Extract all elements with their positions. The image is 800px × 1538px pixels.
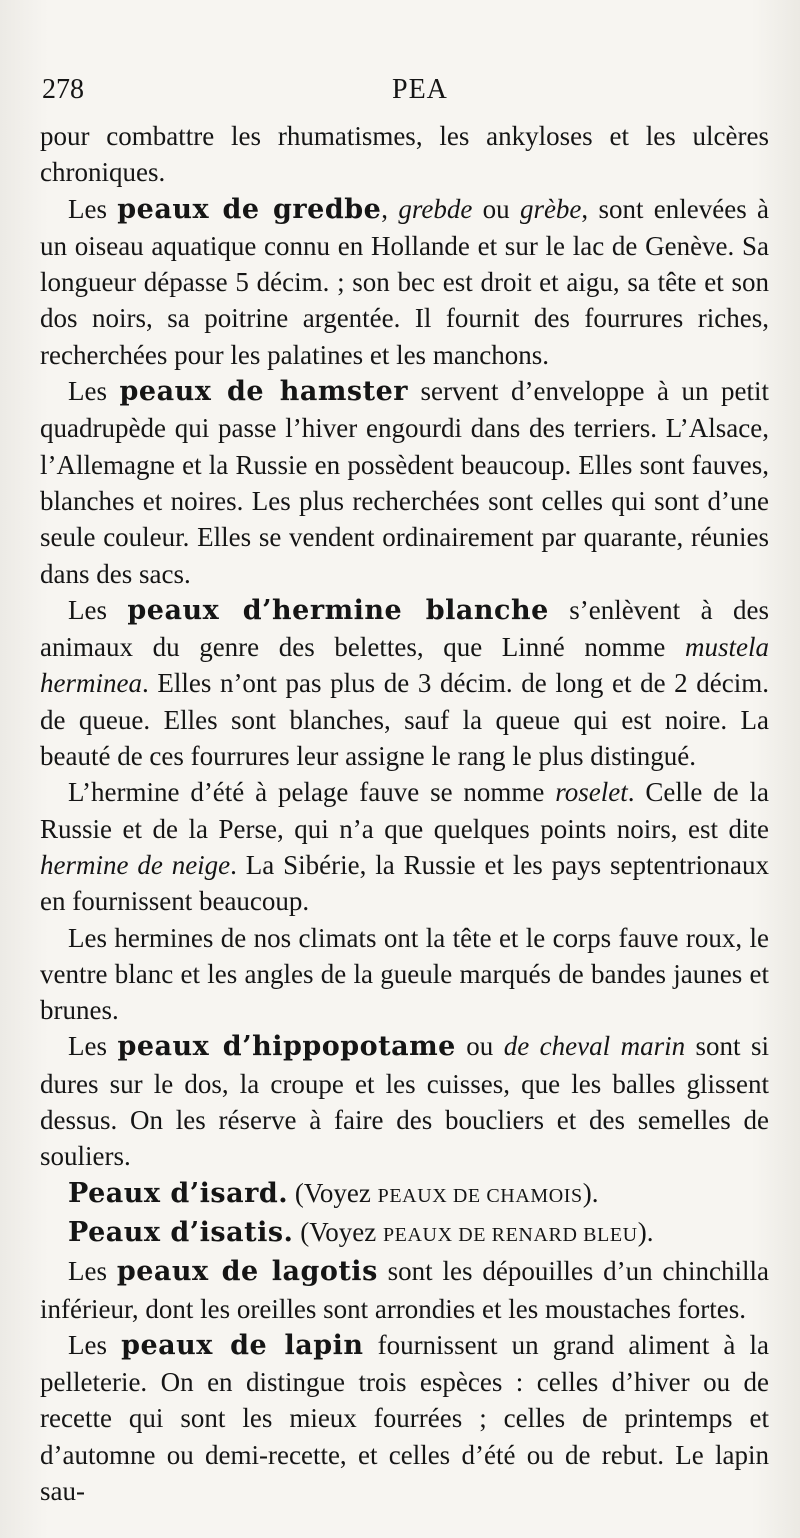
- paragraph-text: Les: [68, 1256, 117, 1287]
- running-head: PEA: [392, 74, 448, 105]
- body-text: [40, 118, 769, 1509]
- entry-heading: peaux de gredbe: [117, 193, 382, 225]
- paragraph-gredbe: [40, 191, 769, 373]
- entry-heading: peaux de hamster: [119, 376, 408, 408]
- paragraph-text: Les hermines de nos climats ont la tête et le corps fauve roux, le ventre blanc et les angles de la gueule marqués de bandes jaunes et brunes.: [40, 922, 769, 1026]
- page-header: [42, 74, 764, 114]
- entry-heading: Peaux d’isard.: [68, 1177, 289, 1209]
- paragraph-text: Les: [68, 193, 118, 224]
- paragraph-text: s’enlèvent à des animaux du genre des belettes, que Linné nomme: [40, 594, 769, 663]
- paragraph-text: sont si dures sur le dos, la croupe et les cuisses, que les balles glissent dessus. On les réserve à faire des boucliers et des semelles de souliers.: [40, 1031, 770, 1172]
- paragraph-text: Les: [68, 594, 128, 625]
- entry-heading: Peaux d’isatis.: [68, 1216, 294, 1248]
- italic-term: de cheval marin: [503, 1031, 686, 1062]
- paragraph-text: sont les dépouilles d’un chinchilla inférieur, dont les oreilles sont arrondies et les moustaches fortes.: [40, 1256, 769, 1324]
- paragraph-lagotis: [40, 1253, 769, 1327]
- paragraph-text: ).: [637, 1216, 654, 1247]
- entry-heading: peaux d’hermine blanche: [127, 594, 549, 626]
- page-number: 278: [42, 74, 84, 105]
- paragraph-text: ,: [381, 193, 399, 224]
- entry-heading: peaux de lapin: [121, 1329, 364, 1361]
- paragraph-lapin: [40, 1327, 769, 1509]
- paragraph-text: . Elles n’ont pas plus de 3 décim. de long et de 2 décim. de queue. Elles sont blanches, sauf la queue qui est noire. La beauté de ces fourrures leur assigne le rang le plus distingué.: [40, 668, 769, 772]
- paragraph-text: ).: [582, 1177, 599, 1208]
- paragraph-text: . Celle de la Russie et de la Perse, qui n’a que quelques points noirs, est dite: [40, 777, 769, 844]
- paragraph-hermine-ete: [40, 774, 769, 919]
- paragraph-hermine-blanche: [40, 592, 769, 774]
- paragraph-isard: [40, 1175, 769, 1214]
- paragraph-text: Les: [68, 1329, 122, 1360]
- paragraph-rhumatismes: [40, 118, 769, 191]
- paragraph-text: L’hermine d’été à pelage fauve se nomme: [68, 777, 556, 808]
- italic-term: hermine de neige: [40, 849, 231, 880]
- paragraph-text: servent d’enveloppe à un petit quadrupède qui passe l’hiver engourdi dans des terriers. L’Alsace, l’Allemagne et la Russie en possèdent beaucoup. Elles sont fauves, blanches et noires. Les plus recherchées sont celles qui sont d’une seule couleur. Elles se vendent ordinairement par quarante, réunies dans des sacs.: [40, 376, 770, 589]
- italic-term: mustela herminea: [40, 632, 769, 699]
- paragraph-text: , sont enlevées à un oiseau aquatique connu en Hollande et sur le lac de Genève. Sa longueur dépasse 5 décim. ; son bec est droit et aigu, sa tête et son dos noirs, sa poitrine argentée. Il fournit des fourrures riches, recherchées pour les palatines et les manchons.: [40, 193, 770, 370]
- paragraph-text: (Voyez: [288, 1177, 378, 1208]
- italic-term: grèbe: [519, 193, 582, 224]
- paragraph-text: pour combattre les rhumatismes, les ankyloses et les ulcères chroniques.: [40, 121, 769, 188]
- paragraph-text: Les: [68, 376, 120, 407]
- paragraph-hippopotame: [40, 1028, 769, 1174]
- paragraph-text: fournissent un grand aliment à la pelleterie. On en distingue trois espèces : celles d’hiver ou de recette qui sont les mieux fourrées ; celles de printemps et d’automne ou demi-recette, et celles d’été ou de rebut. Le lapin sau-: [40, 1329, 770, 1506]
- paragraph-isatis: [40, 1214, 769, 1253]
- cross-reference: PEAUX DE CHAMOIS: [377, 1184, 583, 1207]
- paragraph-text: (Voyez: [293, 1216, 383, 1247]
- entry-heading: peaux d’hippopotame: [117, 1031, 456, 1063]
- paragraph-text: . La Sibérie, la Russie et les pays septentrionaux en fournissent beaucoup.: [40, 849, 769, 917]
- paragraph-text: ou: [455, 1031, 504, 1062]
- paragraph-hamster: [40, 373, 769, 592]
- italic-term: roselet: [555, 777, 628, 808]
- entry-heading: peaux de lagotis: [116, 1256, 378, 1288]
- paragraph-text: Les: [68, 1031, 118, 1062]
- paragraph-hermines-climats: [40, 920, 769, 1029]
- paragraph-text: ou: [472, 193, 520, 224]
- italic-term: grebde: [398, 193, 473, 224]
- cross-reference: PEAUX DE RENARD BLEU: [382, 1223, 638, 1246]
